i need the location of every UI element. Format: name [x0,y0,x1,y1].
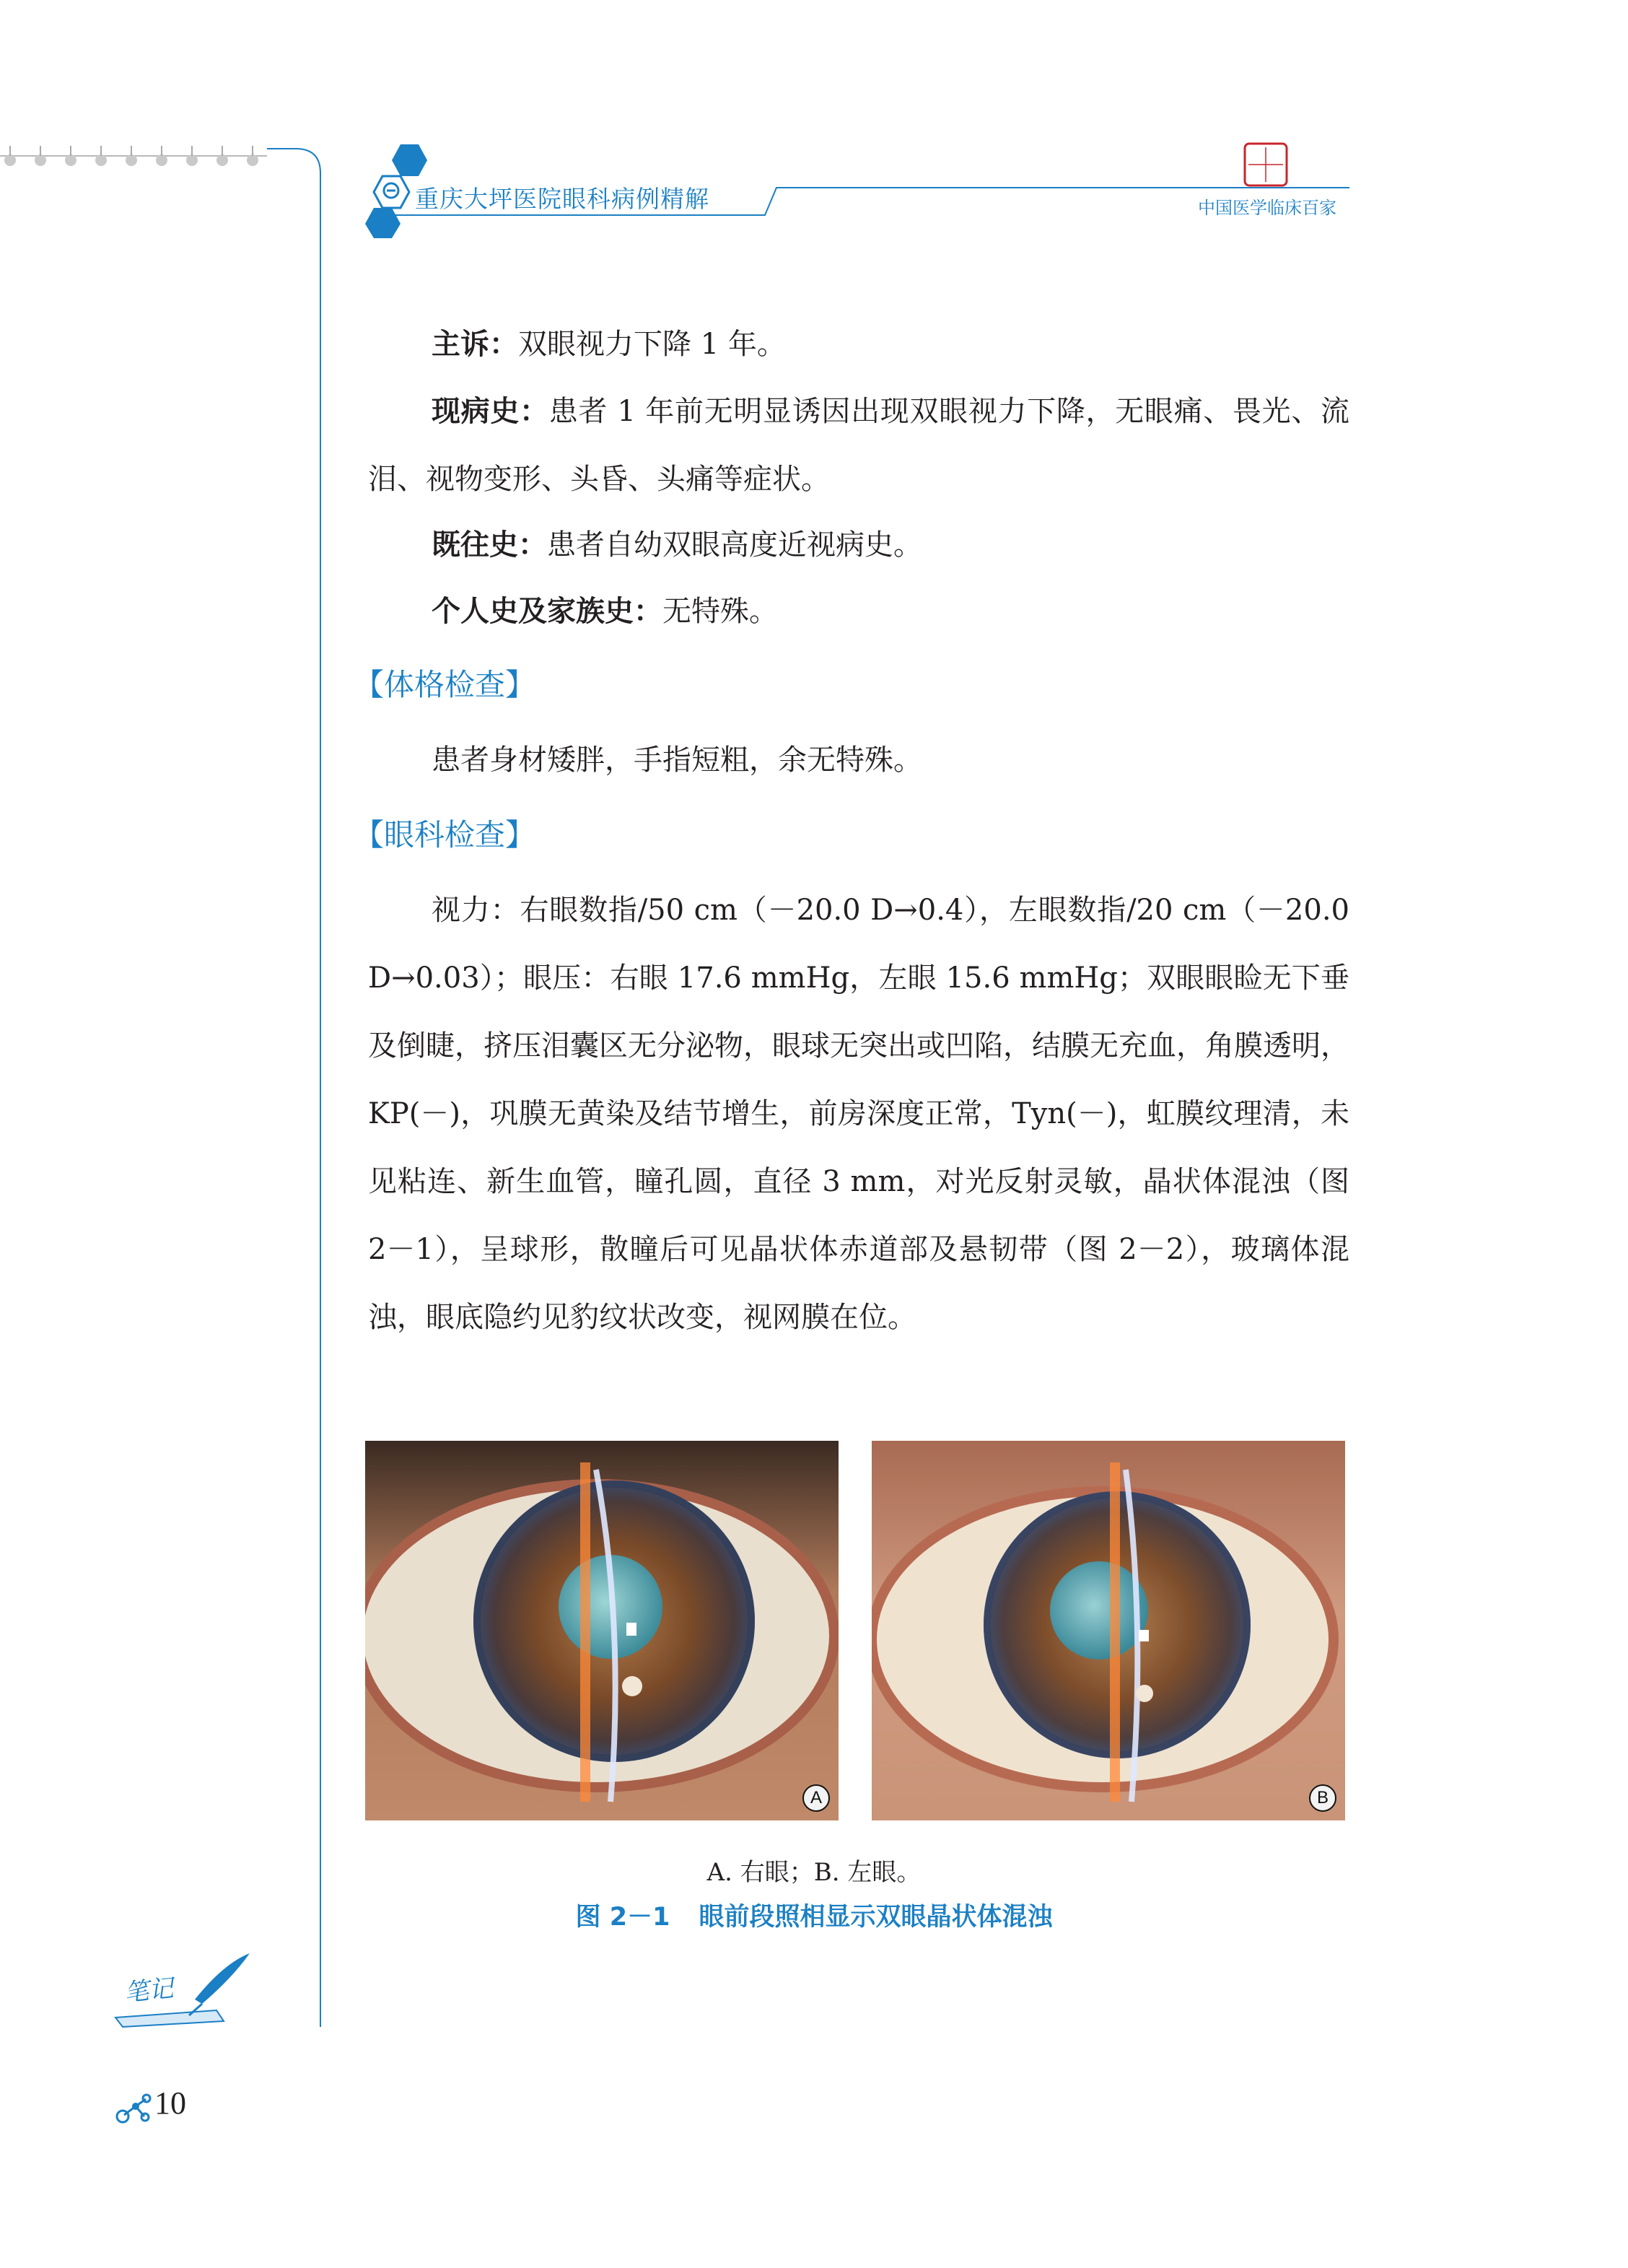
left-eye-image [872,1441,1345,1820]
molecule-icon [115,2092,152,2124]
series-name: 中国医学临床百家 [1198,198,1336,218]
right-eye-image [365,1441,839,1820]
past-history-label: 既往史： [432,528,547,562]
figure-title: 眼前段照相显示双眼晶状体混浊 [699,1903,1053,1932]
figure-sub-caption: A. 右眼；B. 左眼。 [706,1858,922,1887]
present-illness [368,378,1349,513]
past-history-text: 患者自幼双眼高度近视病史。 [547,528,922,562]
present-illness-label: 现病史： [432,395,549,428]
chief-complaint-label: 主诉： [432,328,518,361]
present-illness-text: 患者 1 年前无明显诱因出现双眼视力下降，无眼痛、畏光、流泪、视物变形、头昏、头痛等症状。 [368,395,1349,496]
left-eye-photo [872,1441,1345,1820]
right-eye-photo [365,1441,839,1820]
margin-rule [0,137,332,2043]
personal-family-text: 无特殊。 [662,595,778,628]
eye-exam-heading: 【眼科检查】 [354,817,536,852]
chief-complaint-text: 双眼视力下降 1 年。 [518,328,786,361]
past-history [368,511,1349,579]
panel-b-label: B [1309,1784,1336,1812]
personal-family-history [368,577,1349,645]
book-title: 重庆大坪医院眼科病例精解 [415,185,709,213]
physical-exam-heading: 【体格检查】 [354,667,536,702]
eye-exam-text: 视力：右眼数指/50 cm（－20.0 D→0.4），左眼数指/20 cm（－20.0 D→0.03）；眼压：右眼 17.6 mmHg，左眼 15.6 mmHg；双眼眼睑无下垂及倒睫，挤压泪囊区无分泌物，眼球无突出或凹陷，结膜无充血，角膜透明，KP(－)，巩膜无黄染及结节增生，前房深度正常，Tyn(－)，虹膜纹理清，未见粘连、新生血管，瞳孔圆，直径 3 mm，对光反射灵敏，晶状体混浊（图 2－1），呈球形，散瞳后可见晶状体赤道部及悬韧带（图 2－2），玻璃体混浊，眼底隐约见豹纹状改变，视网膜在位。 [368,894,1349,1334]
chief-complaint [368,310,1349,378]
notes-label: 笔记 [123,1973,175,2008]
figure-caption [0,1897,1628,1933]
panel-a-label: A [802,1784,830,1812]
seal-icon [1243,141,1289,188]
figure-number: 图 2－1 [575,1903,670,1932]
page-number: 10 [154,2085,186,2121]
personal-family-label: 个人史及家族史： [432,595,662,628]
physical-exam-text: 患者身材矮胖，手指短粗，余无特殊。 [432,743,922,777]
